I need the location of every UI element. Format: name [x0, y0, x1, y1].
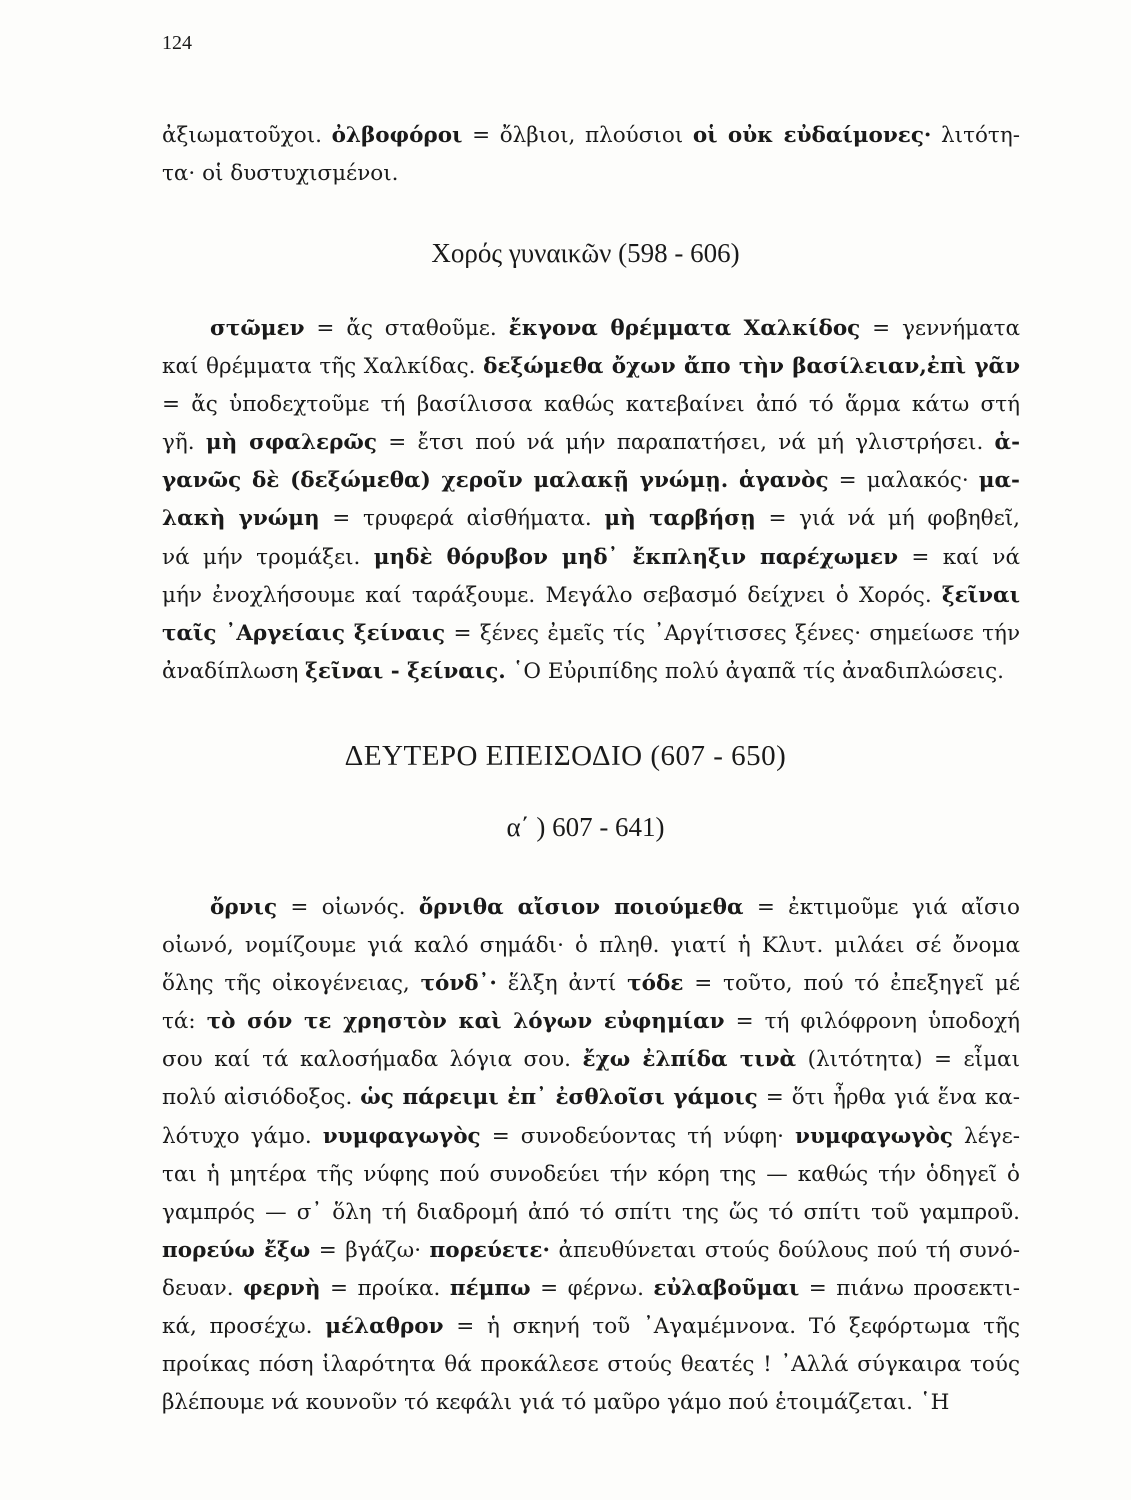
- commentary-text: μήν ἐνοχλήσουμε καί ταράξουμε. Μεγάλο σεβασμό δείχνει ὁ Χορός.: [162, 582, 942, 608]
- section-heading-choros: Χορός γυναικῶν (598 - 606): [431, 238, 740, 268]
- commentary-text: = ἐκτιμοῦμε γιά αἴσιο: [743, 895, 1020, 920]
- commentary-text: = προίκα.: [320, 1275, 450, 1301]
- commentary-text: = ἄς ὑποδεχτοῦμε τή βασίλισσα καθώς κατεβαίνει ἀπό τό ἅρμα κάτω στή: [162, 392, 1020, 418]
- lemma-term: οἱ οὐκ εὐδαίμονες·: [692, 123, 932, 148]
- commentary-text: προίκας πόση ἱλαρότητα θά προκάλεσε στούς θεατές ! ᾽Αλλά σύγκαιρα τούς: [162, 1352, 1020, 1378]
- text-line: [162, 1118, 1020, 1156]
- commentary-text: βλέπουμε νά κουνοῦν τό κεφάλι γιά τό μαῦρο γάμο πού ἑτοιμάζεται. ῾Η: [162, 1390, 950, 1416]
- text-line: [162, 424, 1020, 462]
- commentary-text: λιτότη-: [931, 123, 1020, 148]
- text-line: [162, 1232, 1020, 1270]
- commentary-text: = γιά νά μή φοβηθεῖ,: [755, 506, 1020, 532]
- commentary-text: = ἡ σκηνή τοῦ ᾽Αγαμέμνονα. Τό ξεφόρτωμα τῆς: [443, 1314, 1020, 1340]
- commentary-text: ται ἡ μητέρα τῆς νύφης πού συνοδεύει τήν κόρη της — καθώς τήν ὁδηγεῖ ὁ: [162, 1161, 1020, 1187]
- text-line: [162, 117, 1020, 155]
- commentary-text: = τρυφερά αἰσθήματα.: [319, 506, 605, 532]
- text-line: [162, 965, 1020, 1003]
- commentary-text: λότυχο γάμο.: [162, 1123, 323, 1149]
- commentary-text: = καί νά: [898, 544, 1020, 570]
- lemma-term: πέμπω: [449, 1275, 531, 1301]
- commentary-text: (λιτότητα) = εἶμαι: [796, 1047, 1020, 1073]
- commentary-text: λέγε-: [952, 1123, 1020, 1149]
- lemma-term: τόνδ᾽·: [420, 971, 497, 997]
- commentary-text: = συνοδεύοντας τή νύφη·: [480, 1123, 796, 1149]
- text-line: [162, 1156, 1020, 1194]
- lemma-term: ἁ-: [994, 430, 1020, 456]
- commentary-text: ἕλξη ἀντί: [496, 971, 628, 997]
- commentary-text: ἀπευθύνεται στούς δούλους πού τή συνό-: [549, 1237, 1020, 1263]
- commentary-text: = πιάνω προσεκτι-: [799, 1275, 1020, 1301]
- text-line: [162, 155, 1020, 193]
- lemma-term: εὐλαβοῦμαι: [653, 1275, 800, 1301]
- text-line: [162, 1270, 1020, 1308]
- lemma-term: στῶμεν: [210, 316, 305, 341]
- lemma-term: ταῖς ᾽Αργείαις ξείναις: [162, 620, 446, 646]
- commentary-text: = βγάζω·: [310, 1237, 430, 1263]
- commentary-text: = οἰωνός.: [277, 895, 419, 920]
- commentary-text: δευαν.: [162, 1275, 244, 1301]
- lemma-term: ὀλβοφόροι: [331, 123, 463, 148]
- commentary-text: = τοῦτο, πού τό ἐπεξηγεῖ μέ: [683, 971, 1020, 997]
- text-line: [162, 539, 1020, 577]
- commentary-text: νά μήν τρομάξει.: [162, 544, 374, 570]
- chapter-heading-episode: ΔΕΥΤΕΡΟ ΕΠΕΙΣΟΔΙΟ (607 - 650): [344, 740, 787, 772]
- text-line: [162, 310, 1020, 348]
- lemma-term: πορεύω ἔξω: [162, 1237, 311, 1263]
- lemma-term: τόδε: [627, 971, 684, 997]
- lemma-term: φερνὴ: [243, 1275, 321, 1301]
- lemma-term: μὴ ταρβήσῃ: [604, 506, 756, 532]
- lemma-term: νυμφαγωγὸς: [795, 1123, 953, 1149]
- lemma-term: ὡς πάρειμι ἐπ᾽ ἐσθλοῖσι γάμοις: [360, 1085, 758, 1111]
- lemma-term: μὴ σφαλερῶς: [205, 430, 377, 456]
- text-line: [162, 927, 1020, 965]
- lemma-term: μα-: [978, 468, 1020, 494]
- lemma-term: πορεύετε·: [429, 1237, 550, 1263]
- text-line: [162, 653, 1020, 691]
- commentary-text: = ὅτι ἦρθα γιά ἕνα κα-: [757, 1085, 1020, 1111]
- lemma-term: νυμφαγωγὸς: [322, 1123, 481, 1149]
- commentary-text: = ξένες ἐμεῖς τίς ᾽Αργίτισσες ξένες· σημείωσε τήν: [445, 620, 1020, 646]
- lemma-term: μέλαθρον: [325, 1314, 444, 1340]
- commentary-text: τά:: [162, 1009, 207, 1035]
- text-line: [162, 386, 1020, 424]
- commentary-text: = ἔτσι πού νά μήν παραπατήσει, νά μή γλιστρήσει.: [376, 430, 995, 456]
- commentary-text: ῾Ο Εὐριπίδης πολύ ἀγαπᾶ τίς ἀναδιπλώσεις.: [505, 658, 1005, 684]
- lemma-term: ὄρνις: [210, 895, 278, 920]
- lemma-term: δεξώμεθα ὄχων ἄπο τὴν βασίλειαν,ἐπὶ γᾶν: [483, 354, 1020, 380]
- commentary-text: = φέρνω.: [530, 1275, 654, 1301]
- commentary-text: = ἄς σταθοῦμε.: [304, 316, 509, 341]
- lemma-term: μηδὲ θόρυβον μηδ᾽ ἔκπληξιν παρέχωμεν: [373, 544, 899, 570]
- commentary-text: = ὄλβιοι, πλούσιοι: [462, 123, 693, 148]
- text-line: [162, 1346, 1020, 1384]
- text-line: [162, 1041, 1020, 1079]
- text-line: [162, 577, 1020, 615]
- commentary-text: κά, προσέχω.: [162, 1314, 326, 1340]
- text-line: [162, 462, 1020, 500]
- commentary-text: = τή φιλόφρονη ὑποδοχή: [724, 1009, 1020, 1035]
- text-line: [162, 615, 1020, 653]
- commentary-text: καί θρέμματα τῆς Χαλκίδας.: [162, 354, 484, 380]
- commentary-text: ἀξιωματοῦχοι.: [162, 123, 332, 148]
- lemma-term: λακὴ γνώμη: [162, 506, 320, 532]
- text-line: [162, 348, 1020, 386]
- commentary-text: γῆ.: [162, 430, 206, 456]
- text-line: [162, 1079, 1020, 1117]
- episode-paragraph: [162, 889, 1020, 1422]
- top-paragraph: [162, 117, 1020, 193]
- text-line: [162, 1003, 1020, 1041]
- lemma-term: ἔκγονα θρέμματα Χαλκίδος: [508, 316, 861, 341]
- commentary-text: ὅλης τῆς οἰκογένειας,: [162, 971, 421, 997]
- choros-paragraph: [162, 310, 1020, 691]
- commentary-text: πολύ αἰσιόδοξος.: [162, 1085, 361, 1111]
- lemma-term: ξεῖναι - ξείναις.: [305, 658, 506, 684]
- commentary-text: σου καί τά καλοσήμαδα λόγια σου.: [162, 1047, 583, 1073]
- text-line: [162, 500, 1020, 538]
- commentary-text: οἰωνό, νομίζουμε γιά καλό σημάδι· ὁ πληθ. γιατί ἡ Κλυτ. μιλάει σέ ὄνομα: [162, 933, 1020, 959]
- lemma-term: τὸ σόν τε χρηστὸν καὶ λόγων εὐφημίαν: [206, 1009, 725, 1035]
- commentary-text: τα· οἱ δυστυχισμένοι.: [162, 161, 399, 187]
- text-line: [162, 1384, 1020, 1422]
- lemma-term: ὄρνιθα αἴσιον ποιούμεθα: [418, 895, 744, 920]
- lemma-term: γανῶς δὲ (δεξώμεθα) χεροῖν μαλακῇ γνώμῃ. ἁγανὸς: [162, 468, 829, 494]
- lemma-term: ξεῖναι: [941, 582, 1020, 608]
- lemma-term: ἔχω ἐλπίδα τινὰ: [582, 1047, 797, 1073]
- subsection-heading: α΄ ) 607 - 641): [506, 812, 665, 842]
- commentary-text: = μαλακός·: [828, 468, 979, 494]
- text-line: [162, 1308, 1020, 1346]
- commentary-text: ἀναδίπλωση: [162, 658, 306, 684]
- commentary-text: γαμπρός — σ᾽ ὅλη τή διαδρομή ἀπό τό σπίτι της ὥς τό σπίτι τοῦ γαμπροῦ.: [162, 1199, 1020, 1225]
- page-number: 124: [162, 32, 192, 54]
- text-line: [162, 1194, 1020, 1232]
- commentary-text: = γεννήματα: [860, 316, 1020, 341]
- text-line: [162, 889, 1020, 927]
